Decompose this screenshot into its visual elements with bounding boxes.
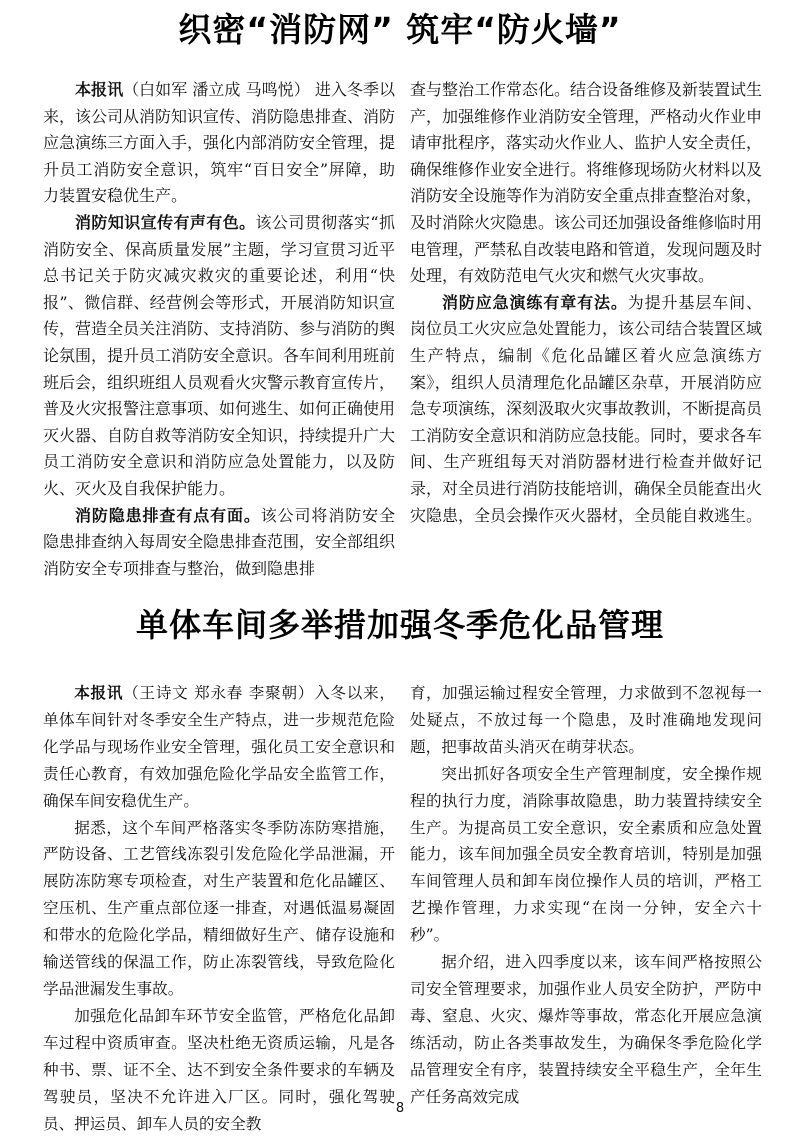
paragraph-text: 该公司将消防安全隐患排查纳入每周安全隐患排查范围，安全部组织消防安全专项排查与整治，做到隐患排: [43, 505, 396, 578]
page-number: 8: [395, 1101, 405, 1116]
article-1-column-2: [410, 77, 762, 529]
article-2-column-2: [410, 680, 762, 1111]
paragraph: [43, 77, 395, 210]
paragraph-text: （王诗文 郑永春 李聚朝）入冬以来，单体车间针对冬季安全生产特点，进一步规范危险化学品与现场作业安全管理，强化员工安全意识和责任心教育，有效加强危险化学品安全监管工作，确保车间安稳优生产。: [43, 684, 395, 810]
byline-lead: 本报讯: [74, 684, 124, 702]
section-lead: 消防应急演练有章有法。: [442, 292, 628, 312]
paragraph-text: 该公司贯彻落实“抓消防安全、保高质量发展”主题，学习宣贯习近平总书记关于防灾减灾救灾的重要论述，利用“快报”、微信群、经营例会等形式，开展消防知识宣传，营造全员关注消防、支持消防、参与消防的舆论氛围，提升员工消防安全意识。各车间利用班前班后会，组织班组人员观看火灾警示教育宣传片，普及火灾报警注意事项、如何逃生、如何正确使用灭火器、自防自救等消防安全知识，持续提升广大员工消防安全意识和消防应急处置能力，以及防火、灭火及自我保护能力。: [43, 212, 396, 498]
article-1-title: 织密“消防网” 筑牢“防火墙”: [178, 10, 622, 49]
paragraph: [43, 680, 395, 815]
section-lead: 消防知识宣传有声有色。: [75, 212, 256, 232]
paragraph: [43, 503, 395, 583]
paragraph: [43, 210, 395, 503]
paragraph: 突出抓好各项安全生产管理制度，安全操作规程的执行力度，消除事故隐患，助力装置持续安全生产。为提高员工安全意识，安全素质和应急处置能力，该车间加强全员安全教育培训，特别是加强车间管理人员和卸车岗位操作人员的培训，严格工艺操作管理，力求实现“在岗一分钟，安全六十秒”。: [410, 764, 762, 945]
section-lead: 消防隐患排查有点有面。: [75, 505, 261, 525]
paragraph: 育，加强运输过程安全管理，力求做到不忽视每一处疑点，不放过每一个隐患，及时准确地发现问题，把事故苗头消灭在萌芽状态。: [410, 684, 762, 756]
paragraph: [410, 290, 762, 529]
article-2-title: 单体车间多举措加强冬季危化品管理: [135, 606, 664, 644]
article-2-column-1: [43, 680, 395, 1137]
byline-lead: 本报讯: [75, 80, 124, 99]
article-1-column-1: [43, 77, 395, 582]
paragraph: 据介绍，进入四季度以来，该车间严格按照公司安全管理要求，加强作业人员安全防护，严防中毒、窒息、火灾、爆炸等事故，常态化开展应急演练活动，防止各类事故发生，为确保冬季危险化学品管理安全有序，装置持续安全平稳生产，全年生产任务高效完成: [410, 953, 762, 1106]
paragraph-text: （白如军 潘立成 马鸣悦） 进入冬季以来，该公司从消防知识宣传、消防隐患排查、消防应急演练三方面入手，强化内部消防安全管理，提升员工消防安全意识，筑牢“百日安全”屏障，助力装置安稳优生产。: [43, 80, 396, 206]
paragraph: 加强危化品卸车环节安全监管，严格危化品卸车过程中资质审查。坚决杜绝无资质运输，凡是各种书、票、证不全、达不到安全条件要求的车辆及驾驶员，坚决不允许进入厂区。同时，强化驾驶员、押运员、卸车人员的安全教: [43, 1006, 395, 1133]
paragraph: 据悉，这个车间严格落实冬季防冻防寒措施，严防设备、工艺管线冻裂引发危险化学品泄漏，开展防冻防寒专项检查，对生产装置和危化品罐区、空压机、生产重点部位逐一排查，对遇低温易凝固和带水的危险化学品，精细做好生产、储存设施和输送管线的保温工作，防止冻裂管线，导致危险化学品泄漏发生事故。: [43, 818, 395, 998]
paragraph-text: 为提升基层车间、岗位员工火灾应急处置能力，该公司结合装置区域生产特点，编制《危化品罐区着火应急演练方案》，组织人员清理危化品罐区杂草，开展消防应急专项演练，深刻汲取火灾事故教训，不断提高员工消防安全意识和消防应急技能。同时，要求各车间、生产班组每天对消防器材进行检查并做好记录，对全员进行消防技能培训，确保全员能查出火灾隐患，全员会操作灭火器材，全员能自救逃生。: [410, 292, 763, 525]
paragraph: 查与整治工作常态化。结合设备维修及新装置试生产，加强维修作业消防安全管理，严格动火作业申请审批程序，落实动火作业人、监护人安全责任，确保维修作业安全进行。将维修现场防火材料以及消防安全设施等作为消防安全重点排查整治对象，及时消除火灾隐患。该公司还加强设备维修临时用电管理，严禁私自改装电路和管道，发现问题及时处理，有效防范电气火灾和燃气火灾事故。: [410, 80, 763, 286]
